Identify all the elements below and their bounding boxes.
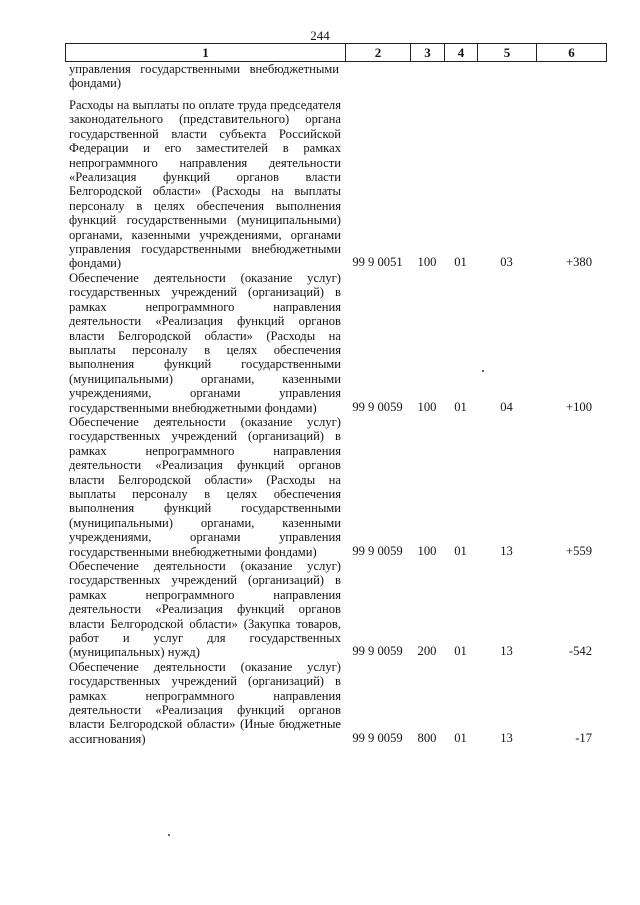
scan-speck xyxy=(482,370,484,372)
row-code: 99 9 0059 xyxy=(352,399,403,414)
row-description: Расходы на выплаты по оплате труда председателя законодательного (представительного) органа государственной власти субъекта Российской Федерации и его заместителей в рамках непрограммного направления деятельности «Реализация функций органов власти Белгородской области» (Расходы на выплаты персоналу в целях обеспечения выполнения функций государственными (муниципальными) органами, казенными учреждениями, органами управления государственными внебюджетными фондами) xyxy=(69,98,341,271)
column-header-2: 2 xyxy=(346,44,411,62)
column-header-4: 4 xyxy=(445,44,478,62)
column-header-1: 1 xyxy=(66,44,346,62)
table-row xyxy=(65,660,606,746)
table-row xyxy=(65,415,606,559)
row-group: 100 xyxy=(417,543,437,558)
row-section: 01 xyxy=(454,644,467,659)
table-row xyxy=(65,98,606,271)
row-description: Обеспечение деятельности (оказание услуг) государственных учреждений (организаций) в рамках непрограммного направления деятельности «Реализация функций органов власти Белгородской области» (Иные бюджетные ассигнования) xyxy=(69,659,341,746)
row-group: 100 xyxy=(417,255,437,270)
row-group: 100 xyxy=(417,399,437,414)
row-code: 99 9 0059 xyxy=(352,644,403,659)
header-row xyxy=(66,44,607,62)
row-code: 99 9 0051 xyxy=(352,255,403,270)
row-subsection: 13 xyxy=(500,730,513,745)
row-subsection: 13 xyxy=(500,644,513,659)
table-row xyxy=(65,271,606,415)
row-code: 99 9 0059 xyxy=(352,543,403,558)
row-group: 800 xyxy=(417,730,437,745)
row-description: Обеспечение деятельности (оказание услуг) государственных учреждений (организаций) в рамках непрограммного направления деятельности «Реализация функций органов власти Белгородской области» (Закупка товаров, работ и услуг для государственных (муниципальных) нужд) xyxy=(69,559,341,660)
row-subsection: 03 xyxy=(500,255,513,270)
column-header-3: 3 xyxy=(411,44,445,62)
table-row xyxy=(65,559,606,660)
page-number: 244 xyxy=(310,28,330,43)
scan-speck xyxy=(168,834,170,836)
column-header-5: 5 xyxy=(478,44,537,62)
budget-table xyxy=(65,98,606,746)
row-description: Обеспечение деятельности (оказание услуг) государственных учреждений (организаций) в рамках непрограммного направления деятельности «Реализация функций органов власти Белгородской области» (Расходы на выплаты персоналу в целях обеспечения выполнения функций государственными (муниципальными) органами, казенными учреждениями, органами управления государственными внебюджетными фондами) xyxy=(69,270,341,415)
continued-text xyxy=(69,62,339,91)
table-header xyxy=(65,43,607,62)
row-section: 01 xyxy=(454,730,467,745)
row-amount: -542 xyxy=(568,644,592,659)
row-amount: -17 xyxy=(575,730,592,745)
row-description: Обеспечение деятельности (оказание услуг) государственных учреждений (организаций) в рамках непрограммного направления деятельности «Реализация функций органов власти Белгородской области» (Расходы на выплаты персоналу в целях обеспечения выполнения функций государственными (муниципальными) органами, казенными учреждениями, органами управления государственными внебюджетными фондами) xyxy=(69,414,341,559)
row-group: 200 xyxy=(417,644,437,659)
row-amount: +559 xyxy=(566,543,592,558)
row-subsection: 13 xyxy=(500,543,513,558)
row-amount: +100 xyxy=(566,399,592,414)
row-code: 99 9 0059 xyxy=(352,730,403,745)
row-section: 01 xyxy=(454,543,467,558)
row-section: 01 xyxy=(454,255,467,270)
continued-text-body: управления государственными внебюджетными фондами) xyxy=(69,62,339,91)
row-section: 01 xyxy=(454,399,467,414)
column-header-6: 6 xyxy=(537,44,607,62)
row-amount: +380 xyxy=(566,255,592,270)
row-subsection: 04 xyxy=(500,399,513,414)
